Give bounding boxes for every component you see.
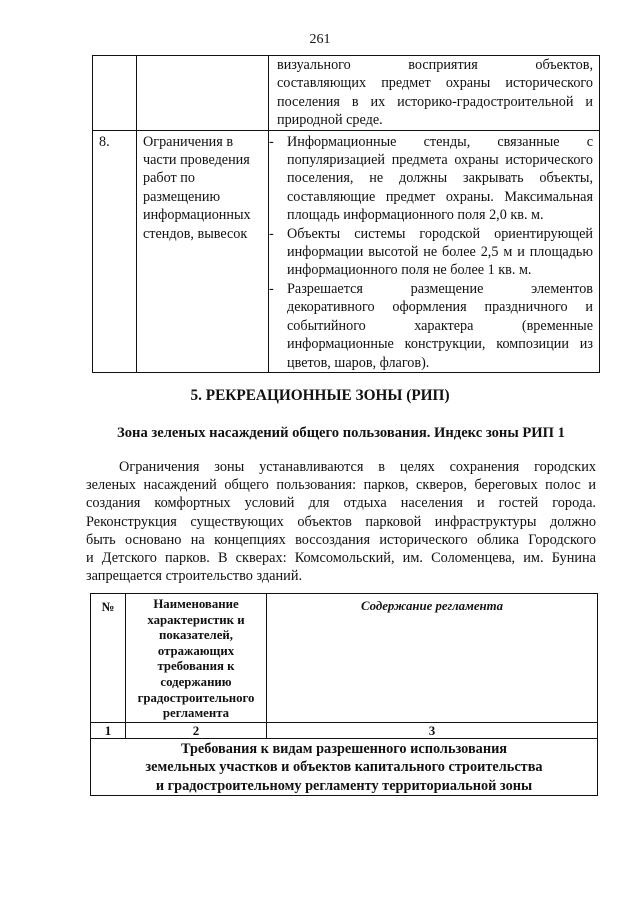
- text-line: составляющих предмет охраны исторического: [277, 75, 593, 92]
- bullet-dash: -: [269, 225, 274, 242]
- text-line: Наименование: [153, 597, 239, 611]
- table-cell: [269, 56, 600, 131]
- text-line: зеленых насаждений общего пользования: парков, скверов, береговых полос и: [86, 477, 596, 494]
- text-line: части проведения: [143, 152, 250, 169]
- text-line: содержанию: [160, 674, 232, 689]
- header-number: №: [91, 594, 126, 723]
- zone-description: [86, 458, 596, 585]
- text-line: Объекты системы городской ориентирующей: [287, 225, 593, 242]
- text-line: Информационные стенды, связанные с: [287, 133, 593, 150]
- row-number: 8.: [93, 130, 137, 372]
- bullet-dash: -: [269, 133, 274, 150]
- text-line: земельных участков и объектов капитального строительства: [145, 759, 543, 776]
- text-line: и Детского парков. В скверах: Комсомольский, им. Соломенцева, им. Бунина: [86, 550, 596, 567]
- table-header-row: [91, 594, 598, 723]
- text-line: декоративного оформления праздничного и: [287, 299, 593, 316]
- row-title: [137, 130, 269, 372]
- header-characteristics: [126, 594, 267, 723]
- text-line: требования к: [157, 659, 235, 674]
- table-row: [91, 738, 598, 796]
- zone-heading: Зона зеленых насаждений общего пользования. Индекс зоны РИП 1: [117, 425, 565, 441]
- text-line: градостроительного: [137, 690, 255, 705]
- text-line: показателей,: [159, 628, 233, 643]
- text-line: стендов, вывесок: [143, 225, 248, 242]
- section-heading: 5. РЕКРЕАЦИОННЫЕ ЗОНЫ (РИП): [190, 387, 450, 404]
- table-row: [91, 722, 598, 738]
- table-row: [93, 130, 600, 372]
- text-line: размещению: [143, 188, 221, 205]
- restrictions-table: [92, 55, 600, 373]
- text-line: быть основано на концепциях воссоздания исторического облика Городского: [86, 531, 596, 548]
- column-number: 1: [91, 722, 126, 738]
- text-line: визуального восприятия объектов,: [277, 57, 593, 73]
- text-line: информационные конструкции, композиции из: [287, 336, 593, 353]
- bullet-item: [269, 225, 593, 280]
- text-line: поселения, не должны закрывать объекты,: [287, 170, 593, 187]
- text-line: характеристик и: [147, 612, 245, 627]
- table-cell: [93, 56, 137, 131]
- row-content: [269, 130, 600, 372]
- text-line: информационных: [143, 207, 251, 224]
- text-line: работ по: [143, 170, 195, 187]
- column-number: 2: [126, 722, 267, 738]
- text-line: Ограничения зоны устанавливаются в целях сохранения городских: [119, 459, 596, 475]
- table-cell: [137, 56, 269, 131]
- text-line: отражающих: [157, 643, 235, 658]
- text-line: составляющие предмет охраны. Максимальная: [287, 188, 593, 205]
- text-line: природной среде.: [277, 112, 383, 129]
- text-line: популяризацией предмета охраны исторического: [287, 152, 593, 169]
- regulation-table: [90, 593, 598, 796]
- text-line: событийного характера (временные: [287, 317, 593, 334]
- bullet-item: [269, 280, 593, 372]
- text-line: площадь информационного поля 2,0 кв. м.: [287, 207, 544, 224]
- text-line: Разрешается размещение элементов: [287, 280, 593, 297]
- table-row: [93, 56, 600, 131]
- text-line: и градостроительному регламенту территориальной зоны: [155, 777, 533, 794]
- text-line: Реконструкция существующих объектов парковой инфраструктуры должно: [86, 513, 596, 530]
- text-line: информации высотой не более 2,5 м и площадью: [287, 244, 593, 261]
- bullet-item: [269, 133, 593, 225]
- column-number: 3: [267, 722, 598, 738]
- text-line: Требования к видам разрешенного использования: [180, 740, 508, 757]
- text-line: запрещается строительство зданий.: [86, 568, 303, 585]
- text-line: регламента: [162, 706, 230, 721]
- text-line: информационного поля не более 1 кв. м.: [287, 262, 532, 279]
- text-line: цветов, шаров, флагов).: [287, 354, 430, 371]
- page-number: 261: [309, 32, 331, 47]
- text-line: поселения в их историко-градостроительной и: [277, 93, 593, 110]
- text-line: создания комфортных условий для отдыха населения и гостей города.: [86, 495, 596, 512]
- header-content: Содержание регламента: [267, 594, 598, 723]
- requirements-heading: [91, 738, 598, 796]
- bullet-dash: -: [269, 280, 274, 297]
- text-line: Ограничения в: [143, 133, 234, 150]
